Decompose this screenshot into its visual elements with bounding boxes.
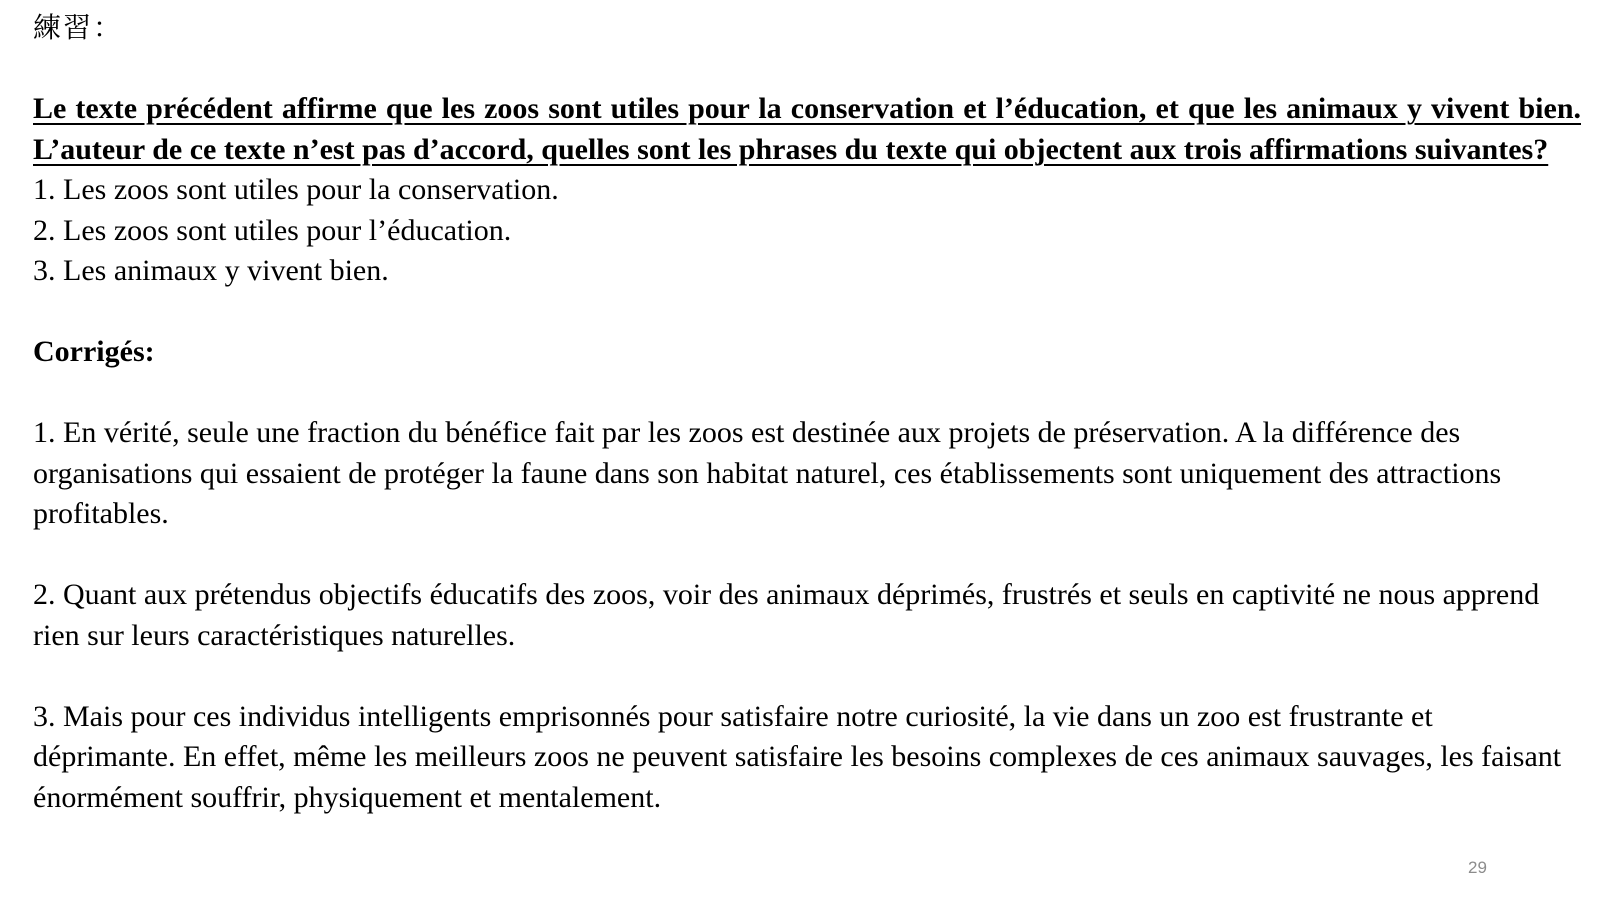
spacer: [33, 373, 1581, 414]
page-number: 29: [1468, 858, 1487, 877]
spacer: [33, 49, 1581, 90]
answer-1: 1. En vérité, seule une fraction du bénéfice fait par les zoos est destinée aux projets de préservation. A la différence des organisations qui essaient de protéger la faune dans son habitat naturel, ces établissements sont uniquement des attractions profitables.: [33, 416, 1502, 530]
spacer: [33, 292, 1581, 333]
affirmation-1: 1. Les zoos sont utiles pour la conservation.: [33, 173, 559, 206]
affirmation-3: 3. Les animaux y vivent bien.: [33, 254, 389, 287]
answer-2: 2. Quant aux prétendus objectifs éducatifs des zoos, voir des animaux déprimés, frustrés et seuls en captivité ne nous apprend rien sur leurs caractéristiques naturelles.: [33, 578, 1540, 652]
answer-3: 3. Mais pour ces individus intelligents emprisonnés pour satisfaire notre curiosité, la vie dans un zoo est frustrante et déprimante. En effet, même les meilleurs zoos ne peuvent satisfaire les besoins complexes de ces animaux sauvages, les faisant énormément souffrir, physiquement et mentalement.: [33, 699, 1562, 814]
exercise-heading: 練習：: [33, 11, 124, 44]
affirmation-2: 2. Les zoos sont utiles pour l’éducation.: [33, 213, 512, 247]
spacer: [33, 535, 1581, 576]
slide-content: [33, 8, 1581, 818]
spacer: [33, 656, 1581, 697]
exercise-question: Le texte précédent affirme que les zoos sont utiles pour la conservation et l’éducation, et que les animaux y vivent bien. L’auteur de ce texte n’est pas d’accord, quelles sont les phrases du texte qui objectent aux trois affirmations suivantes?: [33, 92, 1581, 166]
corriges-title: Corrigés:: [33, 335, 155, 368]
